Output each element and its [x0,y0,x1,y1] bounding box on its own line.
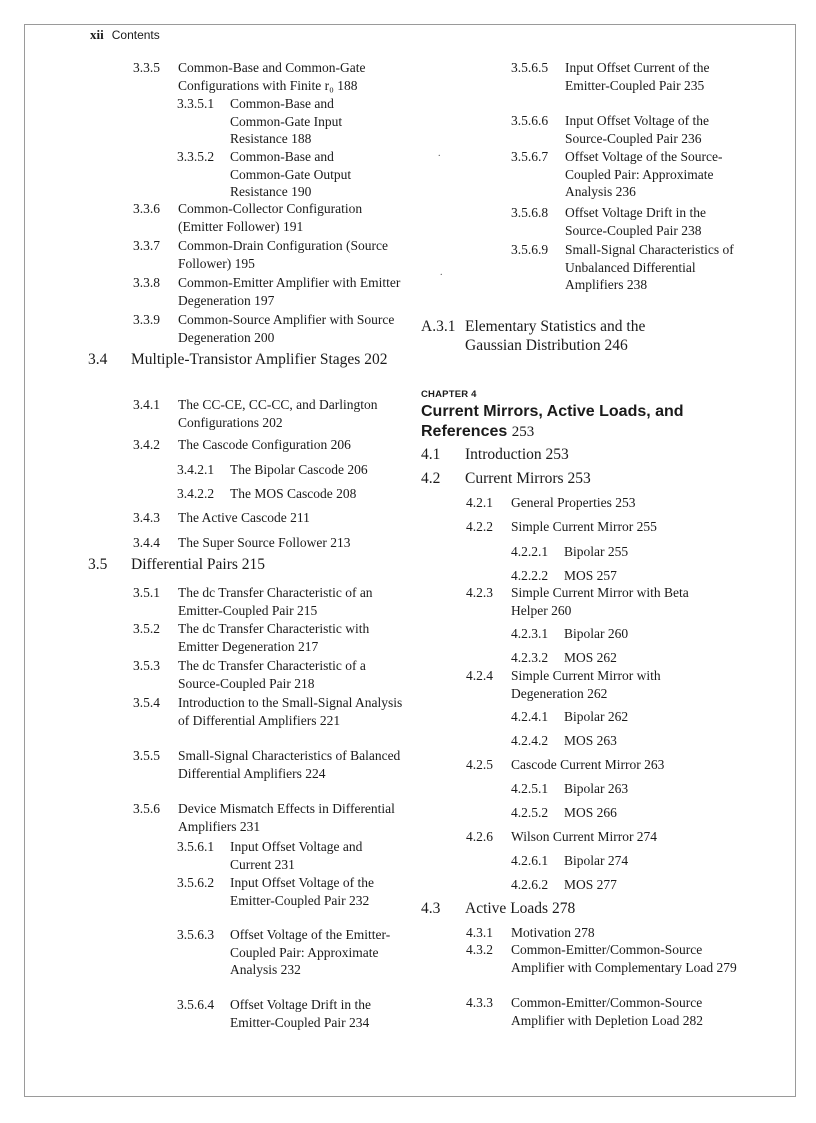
toc-entry[interactable]: 3.3.7 Common-Drain Configuration (Source Follower) 195 [133,238,388,271]
toc-entry[interactable]: 4.2.3.2 MOS 262 [511,650,617,665]
toc-entry[interactable]: 3.3.6 Common-Collector Configuration (Emitter Follower) 191 [133,201,363,234]
toc-entry[interactable]: 4.2.5 Cascode Current Mirror 263 [466,757,665,772]
page-number: xii [90,27,104,42]
toc-entry[interactable]: 3.5.6 Device Mismatch Effects in Differential Amplifiers 231 [133,801,395,834]
toc-section[interactable]: 3.4 Multiple-Transistor Amplifier Stages 202 [88,351,388,368]
toc-entry[interactable]: 3.4.2.1 The Bipolar Cascode 206 [177,462,368,477]
toc-entry[interactable]: 3.3.9 Common-Source Amplifier with Source Degeneration 200 [133,312,395,345]
running-title: Contents [111,28,160,42]
toc-entry[interactable]: 4.3.2 Common-Emitter/Common-Source Amplifier with Complementary Load 279 [466,942,737,975]
stray-mark: . [438,148,441,159]
toc-entry[interactable]: 4.2.2.1 Bipolar 255 [511,544,629,559]
toc-section[interactable]: 4.1 Introduction 253 [421,446,569,463]
chapter-page: 253 [511,424,535,440]
toc-entry[interactable]: 3.4.4 The Super Source Follower 213 [133,535,351,550]
toc-entry[interactable]: 3.5.6.8 Offset Voltage Drift in the Source-Coupled Pair 238 [511,205,706,238]
toc-entry[interactable]: 4.2.5.2 MOS 266 [511,805,617,820]
toc-entry[interactable]: 3.5.2 The dc Transfer Characteristic with Emitter Degeneration 217 [133,621,370,654]
toc-entry[interactable]: 4.2.3 Simple Current Mirror with Beta Helper 260 [466,585,689,618]
toc-entry[interactable]: 4.2.6.1 Bipolar 274 [511,853,629,868]
toc-entry[interactable]: 4.3.3 Common-Emitter/Common-Source Amplifier with Depletion Load 282 [466,995,703,1028]
toc-entry[interactable]: 3.5.6.1 Input Offset Voltage and Current 231 [177,839,363,872]
toc-entry[interactable]: 3.3.5 Common-Base and Common-Gate Configurations with Finite r₀ 188 [133,60,366,93]
toc-entry[interactable]: 3.3.5.2 Common-Base and Common-Gate Output Resistance 190 [177,149,352,199]
toc-entry[interactable]: 3.4.3 The Active Cascode 211 [133,510,310,525]
toc-section[interactable]: 3.5 Differential Pairs 215 [88,556,266,573]
toc-entry[interactable]: 3.3.5.1 Common-Base and Common-Gate Input Resistance 188 [177,96,343,146]
chapter-label: CHAPTER 4 [421,389,477,400]
toc-entry[interactable]: 4.2.1 General Properties 253 [466,495,636,510]
toc-section[interactable]: 4.3 Active Loads 278 [421,900,576,917]
toc-entry[interactable]: 4.2.5.1 Bipolar 263 [511,781,629,796]
stray-mark: . [440,267,443,278]
toc-entry[interactable]: 3.5.6.6 Input Offset Voltage of the Source-Coupled Pair 236 [511,113,709,146]
toc-entry[interactable]: 3.5.6.5 Input Offset Current of the Emitter-Coupled Pair 235 [511,60,710,93]
toc-entry[interactable]: 4.2.4.2 MOS 263 [511,733,617,748]
running-header [90,27,160,43]
toc-entry[interactable]: 4.2.2.2 MOS 257 [511,568,617,583]
toc-entry[interactable]: 3.5.6.3 Offset Voltage of the Emitter-Coupled Pair: Approximate Analysis 232 [177,927,391,977]
toc-entry[interactable]: 3.5.6.4 Offset Voltage Drift in the Emitter-Coupled Pair 234 [177,997,371,1030]
toc-entry[interactable]: 3.5.3 The dc Transfer Characteristic of a Source-Coupled Pair 218 [133,658,366,691]
toc-entry[interactable]: 3.5.4 Introduction to the Small-Signal Analysis of Differential Amplifiers 221 [133,695,403,728]
toc-entry[interactable]: 4.2.6 Wilson Current Mirror 274 [466,829,658,844]
toc-entry[interactable]: 4.2.4.1 Bipolar 262 [511,709,629,724]
toc-entry[interactable]: 3.4.2 The Cascode Configuration 206 [133,437,351,452]
toc-entry[interactable]: 4.2.4 Simple Current Mirror with Degeneration 262 [466,668,661,701]
toc-entry[interactable]: 3.5.5 Small-Signal Characteristics of Balanced Differential Amplifiers 224 [133,748,401,781]
toc-entry[interactable]: 4.3.1 Motivation 278 [466,925,595,940]
toc-entry[interactable]: 3.4.2.2 The MOS Cascode 208 [177,486,357,501]
toc-entry[interactable]: 3.5.1 The dc Transfer Characteristic of an Emitter-Coupled Pair 215 [133,585,373,618]
toc-entry[interactable]: 3.5.6.2 Input Offset Voltage of the Emitter-Coupled Pair 232 [177,875,374,908]
toc-section[interactable]: A.3.1 Elementary Statistics and the Gaussian Distribution 246 [421,318,646,354]
toc-section[interactable]: 4.2 Current Mirrors 253 [421,470,591,487]
toc-entry[interactable]: 3.5.6.9 Small-Signal Characteristics of Unbalanced Differential Amplifiers 238 [511,242,734,292]
toc-entry[interactable]: 4.2.6.2 MOS 277 [511,877,617,892]
chapter-title[interactable]: Current Mirrors, Active Loads, and References 253 [421,403,684,440]
toc-entry[interactable]: 3.4.1 The CC-CE, CC-CC, and Darlington Configurations 202 [133,397,378,430]
toc-entry[interactable]: 4.2.2 Simple Current Mirror 255 [466,519,657,534]
toc-entry[interactable]: 3.3.8 Common-Emitter Amplifier with Emitter Degeneration 197 [133,275,401,308]
toc-entry[interactable]: 3.5.6.7 Offset Voltage of the Source-Coupled Pair: Approximate Analysis 236 [511,149,723,199]
toc-entry[interactable]: 4.2.3.1 Bipolar 260 [511,626,629,641]
